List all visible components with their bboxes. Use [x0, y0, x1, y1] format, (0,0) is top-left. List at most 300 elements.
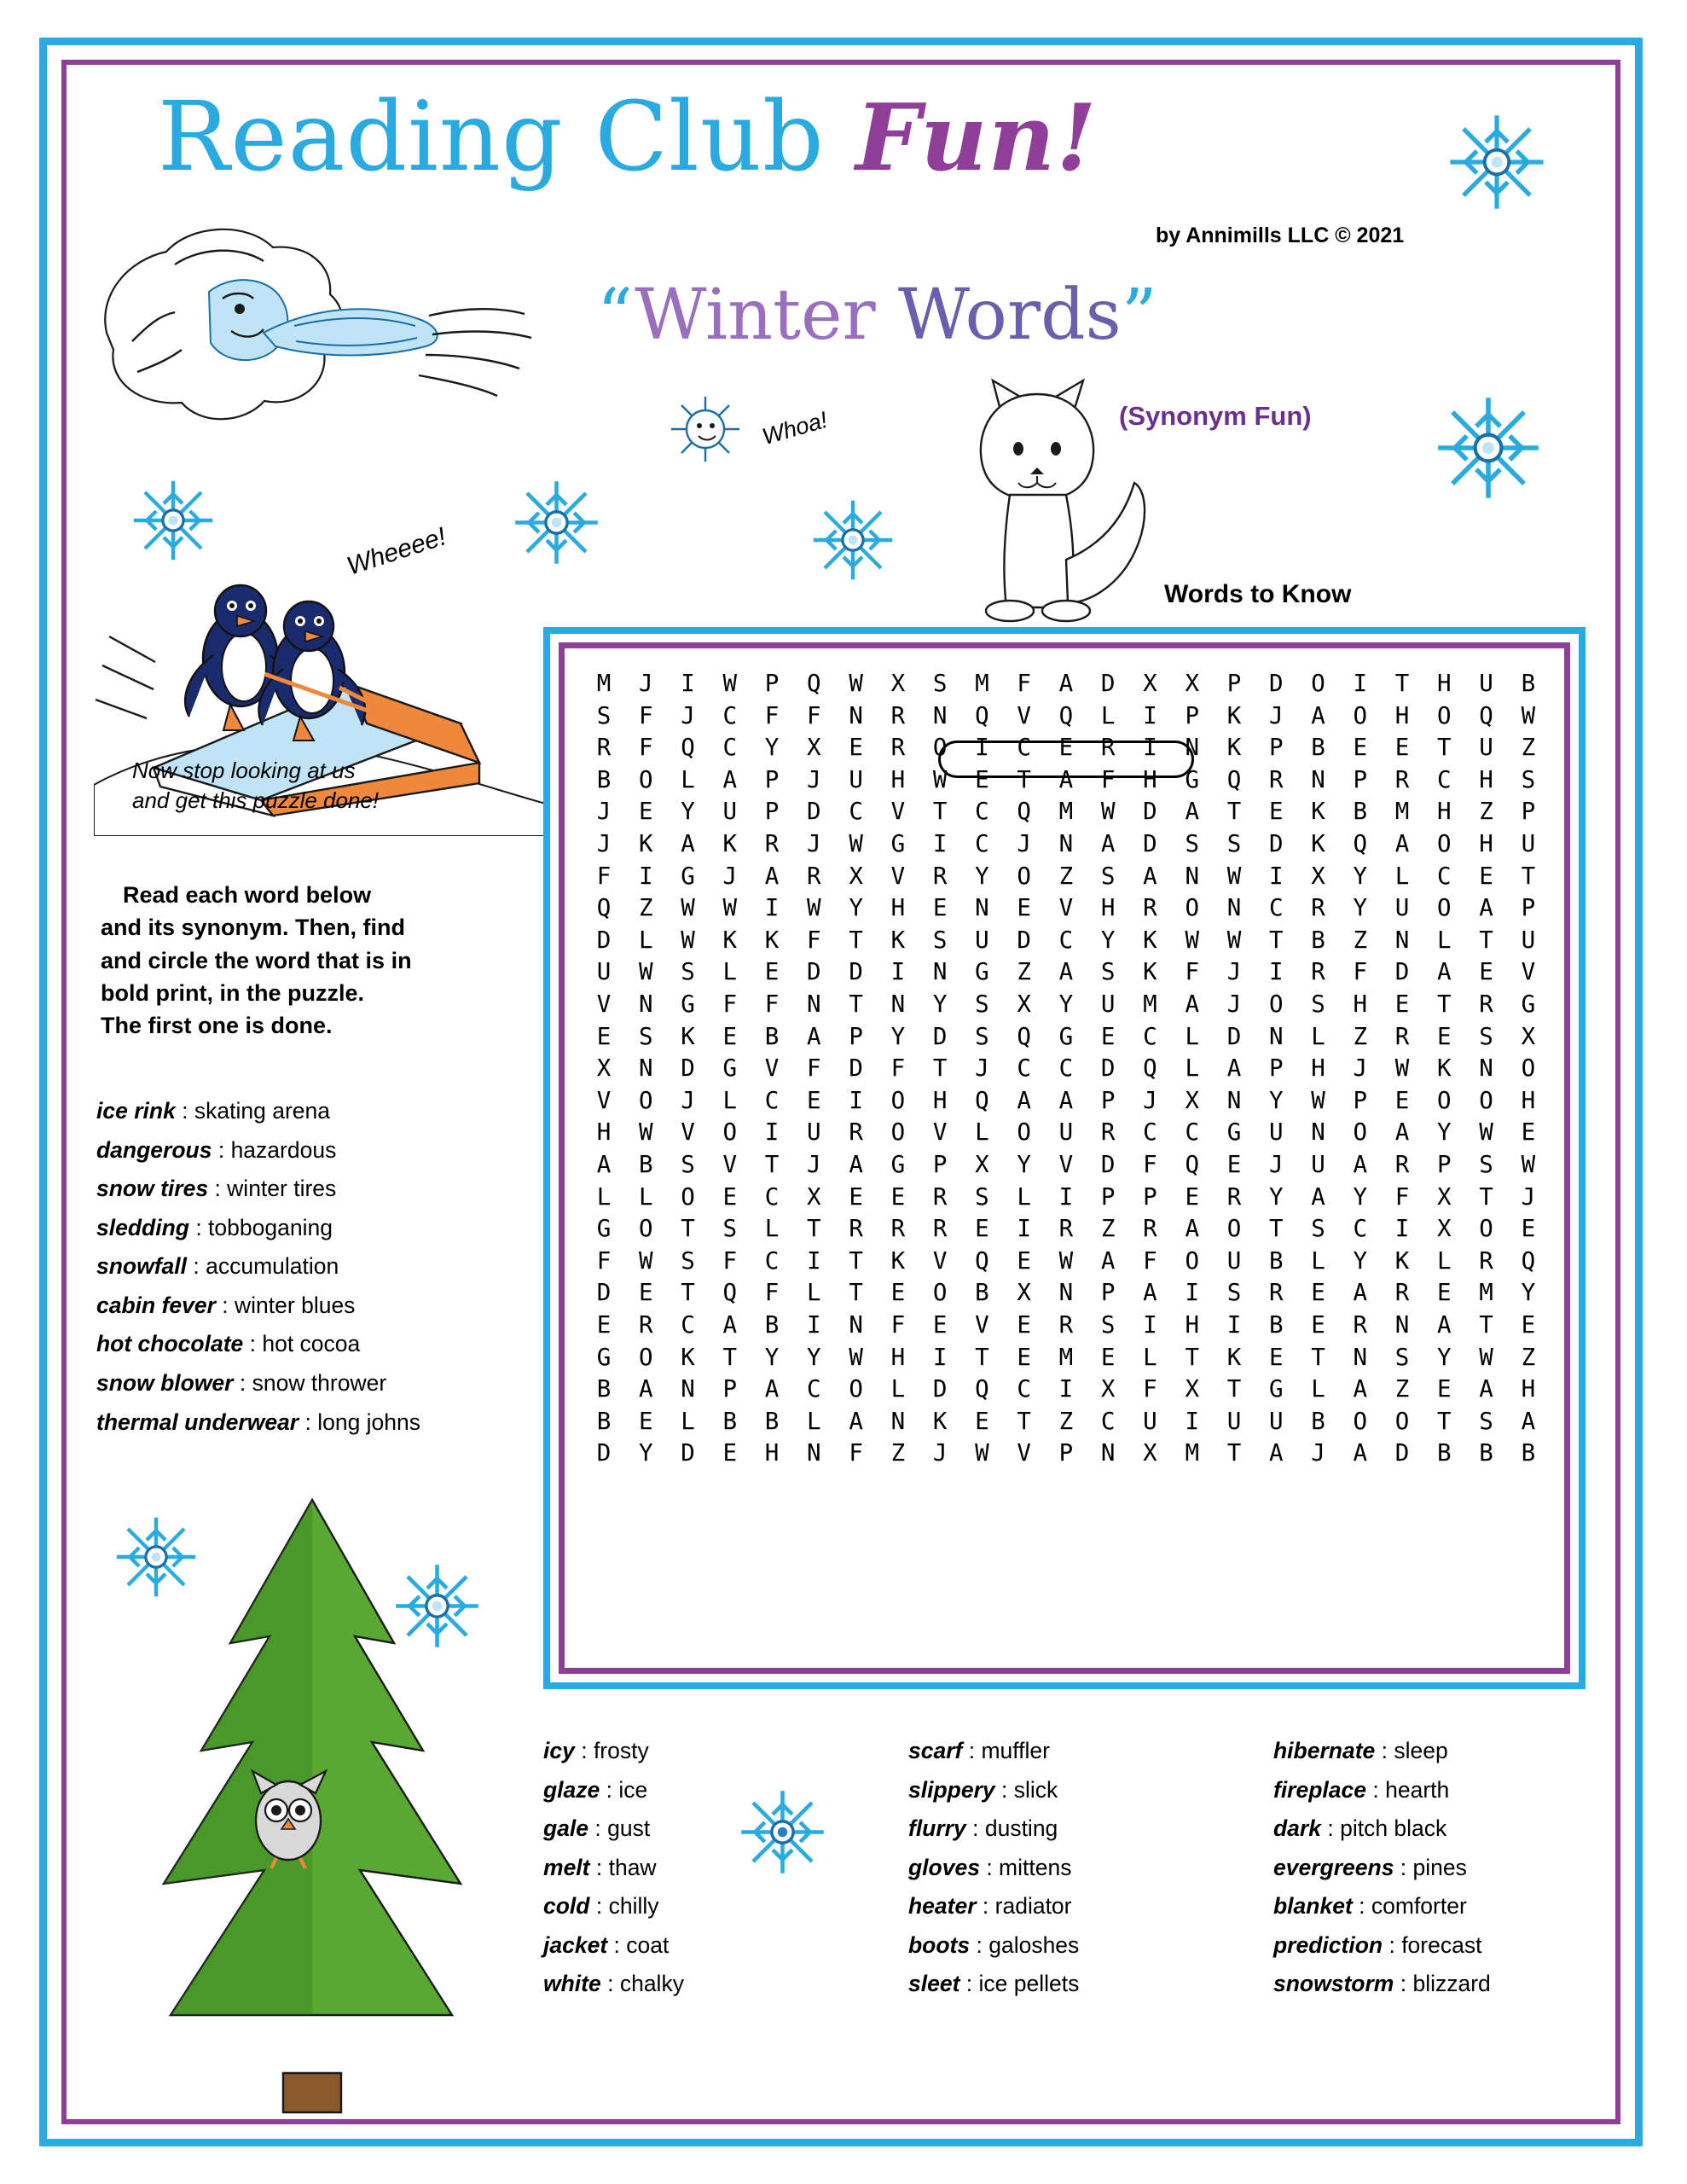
grid-cell[interactable]: T [1226, 1375, 1242, 1403]
grid-cell[interactable]: W [1226, 862, 1242, 890]
grid-cell[interactable]: K [1226, 701, 1242, 729]
grid-cell[interactable]: L [975, 1118, 989, 1147]
grid-cell[interactable]: L [1100, 701, 1116, 729]
grid-cell[interactable]: O [1268, 990, 1284, 1018]
grid-cell[interactable]: H [1437, 798, 1452, 826]
grid-cell[interactable]: U [1521, 926, 1536, 954]
grid-cell[interactable]: X [1185, 1086, 1199, 1114]
grid-cell[interactable]: Q [1017, 1022, 1031, 1050]
grid-cell[interactable]: C [764, 1246, 780, 1275]
grid-cell[interactable]: T [849, 1279, 863, 1307]
grid-cell[interactable]: N [849, 1310, 863, 1339]
grid-cell[interactable]: C [1185, 1118, 1199, 1147]
grid-cell[interactable]: O [1017, 1118, 1031, 1147]
grid-cell[interactable]: I [1185, 1279, 1199, 1307]
grid-cell[interactable]: N [1353, 1343, 1368, 1371]
grid-cell[interactable]: P [1268, 734, 1284, 762]
grid-cell[interactable]: U [1226, 1246, 1242, 1275]
grid-cell[interactable]: X [1017, 1279, 1031, 1307]
grid-cell[interactable]: C [1143, 1118, 1157, 1147]
grid-cell[interactable]: X [1143, 1439, 1157, 1467]
grid-cell[interactable]: E [849, 1182, 863, 1211]
grid-cell[interactable]: J [1521, 1182, 1536, 1211]
grid-cell[interactable]: Y [1353, 862, 1368, 890]
grid-cell[interactable]: T [975, 1343, 989, 1371]
grid-cell[interactable]: T [722, 1343, 738, 1371]
grid-cell[interactable]: R [932, 1215, 948, 1243]
grid-cell[interactable]: Q [1479, 701, 1493, 729]
grid-cell[interactable]: H [1143, 765, 1157, 793]
grid-cell[interactable]: U [1143, 1407, 1157, 1435]
grid-cell[interactable]: C [722, 734, 738, 762]
grid-cell[interactable]: S [1479, 1150, 1493, 1178]
grid-cell[interactable]: Q [975, 701, 989, 729]
grid-cell[interactable]: H [764, 1439, 780, 1467]
grid-cell[interactable]: E [1268, 1343, 1284, 1371]
grid-cell[interactable]: K [722, 926, 738, 954]
grid-cell[interactable]: C [1017, 1375, 1031, 1403]
grid-cell[interactable]: C [1353, 1215, 1368, 1243]
grid-cell[interactable]: E [722, 1439, 738, 1467]
grid-cell[interactable]: S [1311, 990, 1325, 1018]
grid-cell[interactable]: X [1437, 1215, 1452, 1243]
grid-cell[interactable]: U [1226, 1407, 1242, 1435]
grid-cell[interactable]: P [1353, 765, 1368, 793]
grid-cell[interactable]: T [1437, 734, 1452, 762]
grid-cell[interactable]: R [1394, 1022, 1410, 1050]
grid-cell[interactable]: V [596, 1086, 612, 1114]
grid-cell[interactable]: A [1185, 1215, 1199, 1243]
grid-cell[interactable]: X [807, 734, 821, 762]
grid-cell[interactable]: U [1394, 894, 1410, 922]
grid-cell[interactable]: T [1437, 1407, 1452, 1435]
grid-cell[interactable]: Q [1353, 830, 1368, 858]
grid-cell[interactable]: E [932, 894, 948, 922]
grid-cell[interactable]: O [638, 765, 653, 793]
grid-cell[interactable]: Z [1100, 1215, 1116, 1243]
grid-cell[interactable]: W [1311, 1086, 1325, 1114]
grid-cell[interactable]: R [890, 734, 906, 762]
grid-cell[interactable]: N [890, 990, 906, 1018]
grid-cell[interactable]: E [1100, 1022, 1116, 1050]
grid-cell[interactable]: I [1058, 1375, 1074, 1403]
grid-cell[interactable]: P [1100, 1182, 1116, 1211]
grid-cell[interactable]: H [1479, 830, 1493, 858]
grid-cell[interactable]: P [1100, 1279, 1116, 1307]
grid-cell[interactable]: I [1268, 958, 1284, 986]
grid-cell[interactable]: D [1143, 830, 1157, 858]
grid-cell[interactable]: K [890, 926, 906, 954]
grid-cell[interactable]: I [807, 1310, 821, 1339]
grid-cell[interactable]: N [1394, 1310, 1410, 1339]
grid-cell[interactable]: U [1100, 990, 1116, 1018]
grid-cell[interactable]: F [1100, 765, 1116, 793]
grid-cell[interactable]: S [638, 1022, 653, 1050]
grid-cell[interactable]: A [1058, 670, 1074, 698]
grid-cell[interactable]: I [932, 1343, 948, 1371]
grid-cell[interactable]: B [596, 1407, 612, 1435]
grid-cell[interactable]: Y [1353, 894, 1368, 922]
grid-cell[interactable]: V [932, 1118, 948, 1147]
grid-cell[interactable]: F [596, 862, 612, 890]
grid-cell[interactable]: X [975, 1150, 989, 1178]
grid-cell[interactable]: K [681, 1022, 695, 1050]
grid-cell[interactable]: A [1226, 1054, 1242, 1083]
grid-cell[interactable]: O [1226, 1215, 1242, 1243]
grid-cell[interactable]: R [1226, 1182, 1242, 1211]
grid-cell[interactable]: C [975, 830, 989, 858]
grid-cell[interactable]: F [1143, 1375, 1157, 1403]
grid-cell[interactable]: Y [1100, 926, 1116, 954]
grid-cell[interactable]: I [1017, 1215, 1031, 1243]
grid-cell[interactable]: V [764, 1054, 780, 1083]
grid-cell[interactable]: L [638, 1182, 653, 1211]
grid-cell[interactable]: G [1226, 1118, 1242, 1147]
grid-cell[interactable]: V [596, 990, 612, 1018]
grid-cell[interactable]: W [638, 1246, 653, 1275]
grid-cell[interactable]: S [1100, 1310, 1116, 1339]
grid-cell[interactable]: Y [932, 990, 948, 1018]
grid-cell[interactable]: U [1479, 734, 1493, 762]
grid-cell[interactable]: T [849, 926, 863, 954]
grid-cell[interactable]: C [1437, 862, 1452, 890]
grid-cell[interactable]: U [1311, 1150, 1325, 1178]
grid-cell[interactable]: C [764, 1182, 780, 1211]
grid-cell[interactable]: R [1268, 765, 1284, 793]
grid-cell[interactable]: P [932, 1150, 948, 1178]
grid-cell[interactable]: A [1143, 1279, 1157, 1307]
grid-cell[interactable]: W [849, 830, 863, 858]
grid-cell[interactable]: A [722, 1310, 738, 1339]
grid-cell[interactable]: N [638, 990, 653, 1018]
grid-cell[interactable]: O [890, 1118, 906, 1147]
grid-cell[interactable]: N [849, 701, 863, 729]
grid-cell[interactable]: W [722, 894, 738, 922]
grid-cell[interactable]: U [807, 1118, 821, 1147]
grid-cell[interactable]: N [681, 1375, 695, 1403]
grid-cell[interactable]: P [764, 765, 780, 793]
grid-cell[interactable]: P [1268, 1054, 1284, 1083]
grid-cell[interactable]: Y [890, 1022, 906, 1050]
grid-cell[interactable]: Y [1437, 1343, 1452, 1371]
grid-cell[interactable]: E [596, 1310, 612, 1339]
grid-cell[interactable]: W [681, 894, 695, 922]
grid-cell[interactable]: R [1394, 1279, 1410, 1307]
grid-cell[interactable]: D [1100, 1150, 1116, 1178]
grid-cell[interactable]: P [764, 798, 780, 826]
grid-cell[interactable]: P [1185, 701, 1199, 729]
grid-cell[interactable]: Z [1058, 862, 1074, 890]
grid-cell[interactable]: F [807, 1054, 821, 1083]
grid-cell[interactable]: R [1394, 1150, 1410, 1178]
grid-cell[interactable]: G [1185, 765, 1199, 793]
grid-cell[interactable]: T [1479, 1310, 1493, 1339]
grid-cell[interactable]: L [1311, 1246, 1325, 1275]
grid-cell[interactable]: B [1521, 670, 1536, 698]
grid-cell[interactable]: E [975, 765, 989, 793]
grid-cell[interactable]: N [1479, 1054, 1493, 1083]
grid-cell[interactable]: T [807, 1215, 821, 1243]
grid-cell[interactable]: I [681, 670, 695, 698]
grid-cell[interactable]: W [638, 958, 653, 986]
grid-cell[interactable]: L [1437, 926, 1452, 954]
grid-cell[interactable]: X [807, 1182, 821, 1211]
grid-cell[interactable]: E [1521, 1118, 1536, 1147]
grid-cell[interactable]: M [1143, 990, 1157, 1018]
grid-cell[interactable]: W [1521, 1150, 1536, 1178]
grid-cell[interactable]: R [1143, 1215, 1157, 1243]
grid-cell[interactable]: O [932, 1279, 948, 1307]
grid-cell[interactable]: J [596, 798, 612, 826]
grid-cell[interactable]: E [1437, 1022, 1452, 1050]
grid-cell[interactable]: W [1185, 926, 1199, 954]
grid-cell[interactable]: C [1143, 1022, 1157, 1050]
grid-cell[interactable]: V [1017, 701, 1031, 729]
grid-cell[interactable]: L [1143, 1343, 1157, 1371]
grid-cell[interactable]: K [1394, 1246, 1410, 1275]
grid-cell[interactable]: O [1353, 1407, 1368, 1435]
grid-cell[interactable]: Y [764, 734, 780, 762]
grid-cell[interactable]: Q [807, 670, 821, 698]
grid-cell[interactable]: M [596, 670, 612, 698]
grid-cell[interactable]: S [681, 958, 695, 986]
grid-cell[interactable]: D [849, 958, 863, 986]
grid-cell[interactable]: A [764, 862, 780, 890]
grid-cell[interactable]: P [1521, 798, 1536, 826]
grid-cell[interactable]: F [596, 1246, 612, 1275]
grid-cell[interactable]: T [681, 1215, 695, 1243]
grid-cell[interactable]: N [1311, 765, 1325, 793]
grid-cell[interactable]: E [975, 1407, 989, 1435]
grid-cell[interactable]: L [1017, 1182, 1031, 1211]
word-search-grid[interactable] [588, 668, 1544, 1470]
grid-cell[interactable]: F [638, 734, 653, 762]
grid-cell[interactable]: U [1268, 1118, 1284, 1147]
grid-cell[interactable]: D [932, 1375, 948, 1403]
grid-cell[interactable]: F [764, 990, 780, 1018]
grid-cell[interactable]: T [932, 798, 948, 826]
grid-cell[interactable]: N [807, 990, 821, 1018]
grid-cell[interactable]: W [638, 1118, 653, 1147]
grid-cell[interactable]: F [849, 1439, 863, 1467]
grid-cell[interactable]: S [1100, 862, 1116, 890]
grid-cell[interactable]: Z [1017, 958, 1031, 986]
grid-cell[interactable]: J [596, 830, 612, 858]
grid-cell[interactable]: G [975, 958, 989, 986]
grid-cell[interactable]: F [890, 1310, 906, 1339]
grid-cell[interactable]: R [932, 862, 948, 890]
grid-cell[interactable]: W [1058, 1246, 1074, 1275]
grid-cell[interactable]: R [1479, 990, 1493, 1018]
grid-cell[interactable]: A [1479, 1375, 1493, 1403]
grid-cell[interactable]: W [849, 1343, 863, 1371]
grid-cell[interactable]: D [932, 1022, 948, 1050]
grid-cell[interactable]: W [1479, 1118, 1493, 1147]
grid-cell[interactable]: T [1394, 670, 1410, 698]
grid-cell[interactable]: B [596, 1375, 612, 1403]
grid-cell[interactable]: V [890, 862, 906, 890]
grid-cell[interactable]: C [849, 798, 863, 826]
grid-cell[interactable]: K [932, 1407, 948, 1435]
grid-cell[interactable]: C [1017, 1054, 1031, 1083]
grid-cell[interactable]: P [1437, 1150, 1452, 1178]
grid-cell[interactable]: Q [681, 734, 695, 762]
grid-cell[interactable]: Q [1185, 1150, 1199, 1178]
grid-cell[interactable]: U [1268, 1407, 1284, 1435]
grid-cell[interactable]: L [1394, 862, 1410, 890]
grid-cell[interactable]: W [1521, 701, 1536, 729]
grid-cell[interactable]: B [1268, 1310, 1284, 1339]
grid-cell[interactable]: S [932, 926, 948, 954]
grid-cell[interactable]: X [1100, 1375, 1116, 1403]
grid-cell[interactable]: O [1185, 894, 1199, 922]
grid-cell[interactable]: R [1100, 734, 1116, 762]
grid-cell[interactable]: Y [975, 862, 989, 890]
grid-cell[interactable]: B [1311, 734, 1325, 762]
grid-cell[interactable]: N [932, 958, 948, 986]
grid-cell[interactable]: D [807, 958, 821, 986]
grid-cell[interactable]: A [1058, 958, 1074, 986]
grid-cell[interactable]: U [975, 926, 989, 954]
grid-cell[interactable]: A [1437, 958, 1452, 986]
grid-cell[interactable]: L [722, 958, 738, 986]
grid-cell[interactable]: T [1479, 1182, 1493, 1211]
grid-cell[interactable]: N [932, 701, 948, 729]
grid-cell[interactable]: H [1353, 990, 1368, 1018]
grid-cell[interactable]: C [1100, 1407, 1116, 1435]
grid-cell[interactable]: A [849, 1407, 863, 1435]
grid-cell[interactable]: E [638, 1407, 653, 1435]
grid-cell[interactable]: F [764, 701, 780, 729]
grid-cell[interactable]: J [1268, 701, 1284, 729]
grid-cell[interactable]: W [1479, 1343, 1493, 1371]
grid-cell[interactable]: C [681, 1310, 695, 1339]
grid-cell[interactable]: O [1185, 1246, 1199, 1275]
grid-cell[interactable]: S [681, 1150, 695, 1178]
grid-cell[interactable]: O [932, 734, 948, 762]
grid-cell[interactable]: R [1311, 958, 1325, 986]
grid-cell[interactable]: E [807, 1086, 821, 1114]
grid-cell[interactable]: T [1017, 1407, 1031, 1435]
grid-cell[interactable]: J [807, 1150, 821, 1178]
grid-cell[interactable]: L [638, 926, 653, 954]
grid-cell[interactable]: O [1479, 1215, 1493, 1243]
grid-cell[interactable]: A [1353, 1279, 1368, 1307]
grid-cell[interactable]: S [1100, 958, 1116, 986]
grid-cell[interactable]: S [1226, 830, 1242, 858]
grid-cell[interactable]: B [1268, 1246, 1284, 1275]
grid-cell[interactable]: B [1311, 1407, 1325, 1435]
grid-cell[interactable]: M [1394, 798, 1410, 826]
grid-cell[interactable]: N [638, 1054, 653, 1083]
grid-cell[interactable]: I [1143, 1310, 1157, 1339]
grid-cell[interactable]: J [681, 701, 695, 729]
grid-cell[interactable]: Y [638, 1439, 653, 1467]
grid-cell[interactable]: Z [1058, 1407, 1074, 1435]
grid-cell[interactable]: A [1394, 1118, 1410, 1147]
grid-cell[interactable]: R [849, 1118, 863, 1147]
grid-cell[interactable]: B [1479, 1439, 1493, 1467]
grid-cell[interactable]: T [849, 990, 863, 1018]
grid-cell[interactable]: F [1143, 1246, 1157, 1275]
grid-cell[interactable]: T [1226, 1439, 1242, 1467]
grid-cell[interactable]: H [596, 1118, 612, 1147]
grid-cell[interactable]: B [638, 1150, 653, 1178]
grid-cell[interactable]: U [849, 765, 863, 793]
grid-cell[interactable]: C [764, 1086, 780, 1114]
grid-cell[interactable]: U [596, 958, 612, 986]
grid-cell[interactable]: T [681, 1279, 695, 1307]
grid-cell[interactable]: E [1017, 894, 1031, 922]
grid-cell[interactable]: N [1226, 894, 1242, 922]
grid-cell[interactable]: N [1185, 734, 1199, 762]
grid-cell[interactable]: A [807, 1022, 821, 1050]
grid-cell[interactable]: D [849, 1054, 863, 1083]
grid-cell[interactable]: Y [1521, 1279, 1536, 1307]
grid-cell[interactable]: R [1143, 894, 1157, 922]
grid-cell[interactable]: W [975, 1439, 989, 1467]
grid-cell[interactable]: J [807, 765, 821, 793]
grid-cell[interactable]: A [1394, 830, 1410, 858]
grid-cell[interactable]: E [1521, 1215, 1536, 1243]
grid-cell[interactable]: P [849, 1022, 863, 1050]
grid-cell[interactable]: Y [807, 1343, 821, 1371]
grid-cell[interactable]: P [1353, 1086, 1368, 1114]
grid-cell[interactable]: L [807, 1407, 821, 1435]
grid-cell[interactable]: R [1268, 1279, 1284, 1307]
grid-cell[interactable]: I [1226, 1310, 1242, 1339]
grid-cell[interactable]: O [1437, 894, 1452, 922]
grid-cell[interactable]: A [596, 1150, 612, 1178]
grid-cell[interactable]: R [890, 701, 906, 729]
grid-cell[interactable]: A [1058, 765, 1074, 793]
grid-cell[interactable]: T [1017, 765, 1031, 793]
grid-cell[interactable]: R [890, 1215, 906, 1243]
grid-cell[interactable]: C [1437, 765, 1452, 793]
grid-cell[interactable]: P [1100, 1086, 1116, 1114]
grid-cell[interactable]: I [1143, 701, 1157, 729]
grid-cell[interactable]: Y [1353, 1182, 1368, 1211]
grid-cell[interactable]: Y [849, 894, 863, 922]
grid-cell[interactable]: E [1058, 734, 1074, 762]
grid-cell[interactable]: N [890, 1407, 906, 1435]
grid-cell[interactable]: D [596, 1439, 612, 1467]
grid-cell[interactable]: O [1017, 862, 1031, 890]
grid-cell[interactable]: D [1268, 830, 1284, 858]
grid-cell[interactable]: D [1268, 670, 1284, 698]
grid-cell[interactable]: Z [1479, 798, 1493, 826]
grid-cell[interactable]: A [1521, 1407, 1536, 1435]
grid-cell[interactable]: E [722, 1022, 738, 1050]
grid-cell[interactable]: Y [1437, 1118, 1452, 1147]
grid-cell[interactable]: S [1394, 1343, 1410, 1371]
grid-cell[interactable]: T [1437, 990, 1452, 1018]
grid-cell[interactable]: I [1185, 1407, 1199, 1435]
grid-cell[interactable]: I [1143, 734, 1157, 762]
grid-cell[interactable]: N [975, 894, 989, 922]
grid-cell[interactable]: X [1311, 862, 1325, 890]
grid-cell[interactable]: O [638, 1215, 653, 1243]
grid-cell[interactable]: K [638, 830, 653, 858]
grid-cell[interactable]: D [1394, 1439, 1410, 1467]
grid-cell[interactable]: F [764, 1279, 780, 1307]
grid-cell[interactable]: Q [1058, 701, 1074, 729]
grid-cell[interactable]: O [1437, 830, 1452, 858]
grid-cell[interactable]: P [1521, 894, 1536, 922]
grid-cell[interactable]: M [1479, 1279, 1493, 1307]
grid-cell[interactable]: O [1311, 670, 1325, 698]
grid-cell[interactable]: U [1479, 670, 1493, 698]
